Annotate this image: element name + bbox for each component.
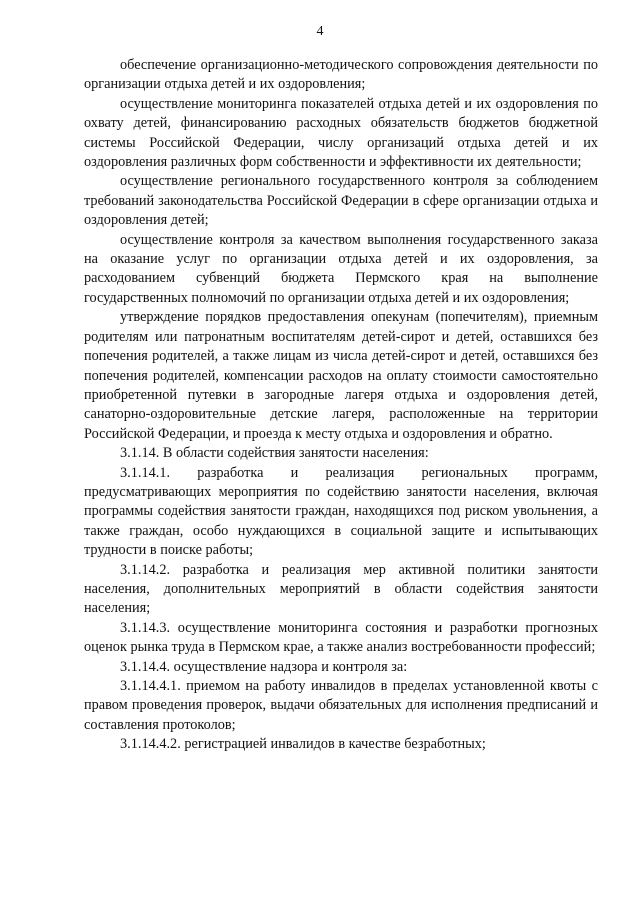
paragraph: осуществление мониторинга показателей отдыха детей и их оздоровления по охвату детей, финансированию расходных обязательств бюджетов бюджетной системы Российской Федерации, числу организаций отдыха детей и их оздоровления различных форм собственности и эффективности их деятельности; (84, 95, 598, 171)
paragraph: 3.1.14. В области содействия занятости населения: (120, 445, 429, 462)
paragraph: осуществление регионального государственного контроля за соблюдением требований законодательства Российской Федерации в сфере организации отдыха и оздоровления детей; (84, 173, 598, 229)
paragraph: обеспечение организационно-методического сопровождения деятельности по организации отдыха детей и их оздоровления; (84, 57, 598, 93)
page-number: 4 (316, 24, 324, 39)
paragraph: 3.1.14.1. разработка и реализация региональных программ, предусматривающих мероприятия по содействию занятости населения, включая программы содействия занятости граждан, находящихся под риском увольнения, а также граждан, особо нуждающихся в социальной защите и испытывающих трудности в поиске работы; (84, 464, 598, 559)
paragraph: 3.1.14.4. осуществление надзора и контроля за: (120, 658, 408, 675)
paragraph: 3.1.14.4.1. приемом на работу инвалидов в пределах установленной квоты с правом проведения проверок, выдачи обязательных для исполнения предписаний и составления протоколов; (84, 678, 598, 733)
paragraph: 3.1.14.4.2. регистрацией инвалидов в качестве безработных; (120, 736, 486, 753)
paragraph: осуществление контроля за качеством выполнения государственного заказа на оказание услуг по организации отдыха детей и их оздоровления, за расходованием субвенций бюджета Пермского края на выполнение государственных полномочий по организации отдыха детей и их оздоровления; (84, 231, 598, 306)
paragraph: 3.1.14.3. осуществление мониторинга состояния и разработки прогнозных оценок рынка труда в Пермском крае, а также анализ востребованности профессий; (84, 619, 598, 656)
paragraph: утверждение порядков предоставления опекунам (попечителям), приемным родителям или патронатным воспитателям детей-сирот и детей, оставшихся без попечения родителей, а также лицам из числа детей-сирот и детей, оставшихся без попечения родителей, компенсации расходов на оплату стоимости самостоятельно приобретенной путевки в загородные лагеря отдыха и оздоровления детей, санаторно-оздоровительные детские лагеря, расположенные на территории Российской Федерации, и проезда к месту отдыха и оздоровления и обратно. (84, 309, 598, 442)
body-text (84, 56, 598, 755)
paragraph: 3.1.14.2. разработка и реализация мер активной политики занятости населения, дополнительных мероприятий в области содействия занятости населения; (84, 561, 598, 617)
